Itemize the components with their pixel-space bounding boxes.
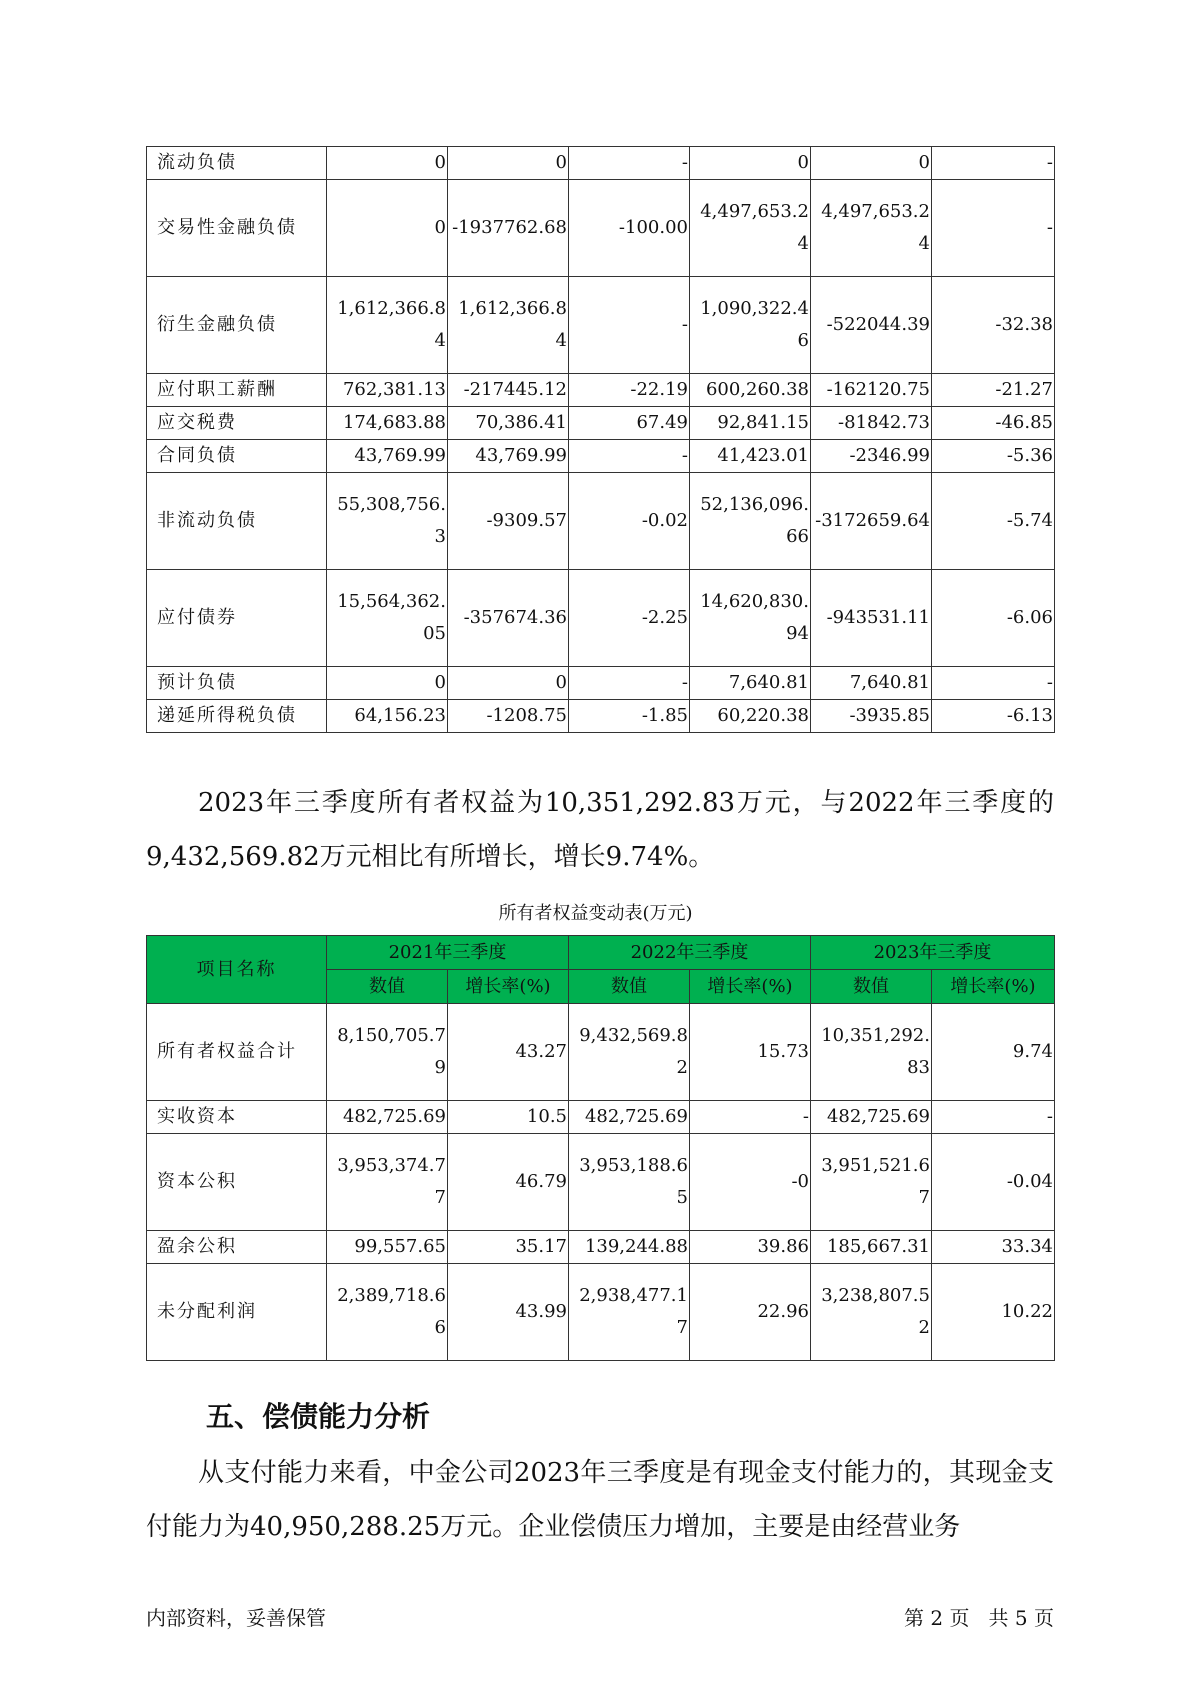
table-cell: 4,497,653.24 xyxy=(690,180,811,277)
table-cell: 4,497,653.24 xyxy=(811,180,932,277)
header-period-2023: 2023年三季度 xyxy=(811,936,1055,970)
table-cell: -1.85 xyxy=(569,700,690,733)
table-cell: 15,564,362.05 xyxy=(327,570,448,667)
table-cell: 7,640.81 xyxy=(690,667,811,700)
footer-page-number: 第 2 页 共 5 页 xyxy=(904,1606,1054,1630)
table-cell: 39.86 xyxy=(690,1231,811,1264)
table-row xyxy=(147,1134,1055,1231)
table-cell: 41,423.01 xyxy=(690,440,811,473)
table-cell: -0 xyxy=(690,1134,811,1231)
header-item-name: 项目名称 xyxy=(147,936,327,1004)
row-label: 非流动负债 xyxy=(147,473,327,570)
table-cell: 1,612,366.84 xyxy=(448,277,569,374)
table-cell: 14,620,830.94 xyxy=(690,570,811,667)
table-cell: 3,951,521.67 xyxy=(811,1134,932,1231)
table-cell: 70,386.41 xyxy=(448,407,569,440)
table-cell: 2,389,718.66 xyxy=(327,1264,448,1361)
table-cell: 9,432,569.82 xyxy=(569,1004,690,1101)
table-cell: -2346.99 xyxy=(811,440,932,473)
table-cell: -6.13 xyxy=(932,700,1055,733)
table-cell: 99,557.65 xyxy=(327,1231,448,1264)
table-cell: -81842.73 xyxy=(811,407,932,440)
table-row xyxy=(147,180,1055,277)
table-row xyxy=(147,277,1055,374)
table-cell: 33.34 xyxy=(932,1231,1055,1264)
table-cell: 92,841.15 xyxy=(690,407,811,440)
table-cell: 52,136,096.66 xyxy=(690,473,811,570)
table-cell: - xyxy=(569,440,690,473)
table-cell: 0 xyxy=(327,180,448,277)
table-cell: 3,953,374.77 xyxy=(327,1134,448,1231)
table-cell: 64,156.23 xyxy=(327,700,448,733)
table-cell: 0 xyxy=(811,147,932,180)
section-heading: 五、偿债能力分析 xyxy=(206,1400,431,1433)
liabilities-table xyxy=(146,146,1055,733)
table-cell: 482,725.69 xyxy=(327,1101,448,1134)
table-cell: 482,725.69 xyxy=(811,1101,932,1134)
header-value-2021: 数值 xyxy=(327,970,448,1004)
table-cell: -0.02 xyxy=(569,473,690,570)
table-row xyxy=(147,1004,1055,1101)
table-cell: 0 xyxy=(448,147,569,180)
table-cell: 55,308,756.3 xyxy=(327,473,448,570)
table-cell: - xyxy=(569,147,690,180)
table-cell: 43.99 xyxy=(448,1264,569,1361)
table-cell: -9309.57 xyxy=(448,473,569,570)
table-cell: -5.36 xyxy=(932,440,1055,473)
row-label: 预计负债 xyxy=(147,667,327,700)
table-cell: 0 xyxy=(327,667,448,700)
table-cell: -100.00 xyxy=(569,180,690,277)
table-cell: -21.27 xyxy=(932,374,1055,407)
header-value-2023: 数值 xyxy=(811,970,932,1004)
table-cell: -2.25 xyxy=(569,570,690,667)
table-cell: - xyxy=(932,147,1055,180)
table-cell: -1208.75 xyxy=(448,700,569,733)
table-cell: 174,683.88 xyxy=(327,407,448,440)
header-period-2021: 2021年三季度 xyxy=(327,936,569,970)
table-cell: - xyxy=(690,1101,811,1134)
header-rate-2021: 增长率(%) xyxy=(448,970,569,1004)
table-cell: 0 xyxy=(690,147,811,180)
table-cell: 9.74 xyxy=(932,1004,1055,1101)
table-row xyxy=(147,1101,1055,1134)
table-cell: 10,351,292.83 xyxy=(811,1004,932,1101)
table-cell: 22.96 xyxy=(690,1264,811,1361)
table-cell: 10.22 xyxy=(932,1264,1055,1361)
table-row xyxy=(147,667,1055,700)
footer-confidential-note: 内部资料，妥善保管 xyxy=(146,1606,326,1630)
table-cell: 762,381.13 xyxy=(327,374,448,407)
header-value-2022: 数值 xyxy=(569,970,690,1004)
table-cell: -1937762.68 xyxy=(448,180,569,277)
table-cell: -3172659.64 xyxy=(811,473,932,570)
row-label: 应付债券 xyxy=(147,570,327,667)
table-row xyxy=(147,440,1055,473)
table-row xyxy=(147,374,1055,407)
table-cell: -943531.11 xyxy=(811,570,932,667)
table-cell: - xyxy=(569,667,690,700)
table-cell: -6.06 xyxy=(932,570,1055,667)
row-label: 盈余公积 xyxy=(147,1231,327,1264)
table-row xyxy=(147,1231,1055,1264)
table-cell: 185,667.31 xyxy=(811,1231,932,1264)
header-period-2022: 2022年三季度 xyxy=(569,936,811,970)
equity-summary-paragraph: 2023年三季度所有者权益为10,351,292.83万元，与2022年三季度的9,432,569.82万元相比有所增长，增长9.74%。 xyxy=(146,788,1054,872)
table-cell: 46.79 xyxy=(448,1134,569,1231)
table-cell: -522044.39 xyxy=(811,277,932,374)
row-label: 合同负债 xyxy=(147,440,327,473)
header-rate-2022: 增长率(%) xyxy=(690,970,811,1004)
row-label: 交易性金融负债 xyxy=(147,180,327,277)
header-rate-2023: 增长率(%) xyxy=(932,970,1055,1004)
table-cell: 3,238,807.52 xyxy=(811,1264,932,1361)
table-cell: -5.74 xyxy=(932,473,1055,570)
table-cell: 1,612,366.84 xyxy=(327,277,448,374)
table-row xyxy=(147,570,1055,667)
table-cell: -0.04 xyxy=(932,1134,1055,1231)
table-cell: 8,150,705.79 xyxy=(327,1004,448,1101)
table-cell: 600,260.38 xyxy=(690,374,811,407)
table-cell: 7,640.81 xyxy=(811,667,932,700)
table-row xyxy=(147,473,1055,570)
table-cell: 15.73 xyxy=(690,1004,811,1101)
table-cell: 43,769.99 xyxy=(327,440,448,473)
row-label: 递延所得税负债 xyxy=(147,700,327,733)
row-label: 应付职工薪酬 xyxy=(147,374,327,407)
table-cell: 2,938,477.17 xyxy=(569,1264,690,1361)
table-row xyxy=(147,700,1055,733)
table-cell: 35.17 xyxy=(448,1231,569,1264)
table-cell: - xyxy=(932,1101,1055,1134)
table-cell: -217445.12 xyxy=(448,374,569,407)
solvency-paragraph: 从支付能力来看，中金公司2023年三季度是有现金支付能力的，其现金支付能力为40,950,288.25万元。企业偿债压力增加，主要是由经营业务 xyxy=(146,1458,1054,1542)
row-label: 流动负债 xyxy=(147,147,327,180)
table-row xyxy=(147,1264,1055,1361)
table-cell: -22.19 xyxy=(569,374,690,407)
table-cell: -3935.85 xyxy=(811,700,932,733)
table-row xyxy=(147,147,1055,180)
table-cell: 1,090,322.46 xyxy=(690,277,811,374)
equity-table-caption: 所有者权益变动表(万元) xyxy=(498,903,693,924)
table-cell: -357674.36 xyxy=(448,570,569,667)
row-label: 实收资本 xyxy=(147,1101,327,1134)
table-cell: 43,769.99 xyxy=(448,440,569,473)
table-cell: - xyxy=(932,667,1055,700)
row-label: 资本公积 xyxy=(147,1134,327,1231)
table-row xyxy=(147,407,1055,440)
table-cell: 67.49 xyxy=(569,407,690,440)
table-cell: -32.38 xyxy=(932,277,1055,374)
table-cell: 43.27 xyxy=(448,1004,569,1101)
table-cell: 0 xyxy=(448,667,569,700)
table-cell: 0 xyxy=(327,147,448,180)
table-cell: 60,220.38 xyxy=(690,700,811,733)
equity-change-table xyxy=(146,935,1055,1361)
table-cell: 10.5 xyxy=(448,1101,569,1134)
table-cell: -46.85 xyxy=(932,407,1055,440)
table-cell: 139,244.88 xyxy=(569,1231,690,1264)
row-label: 未分配利润 xyxy=(147,1264,327,1361)
table-cell: - xyxy=(569,277,690,374)
row-label: 衍生金融负债 xyxy=(147,277,327,374)
row-label: 应交税费 xyxy=(147,407,327,440)
table-cell: 482,725.69 xyxy=(569,1101,690,1134)
row-label: 所有者权益合计 xyxy=(147,1004,327,1101)
table-cell: - xyxy=(932,180,1055,277)
table-cell: 3,953,188.65 xyxy=(569,1134,690,1231)
table-cell: -162120.75 xyxy=(811,374,932,407)
